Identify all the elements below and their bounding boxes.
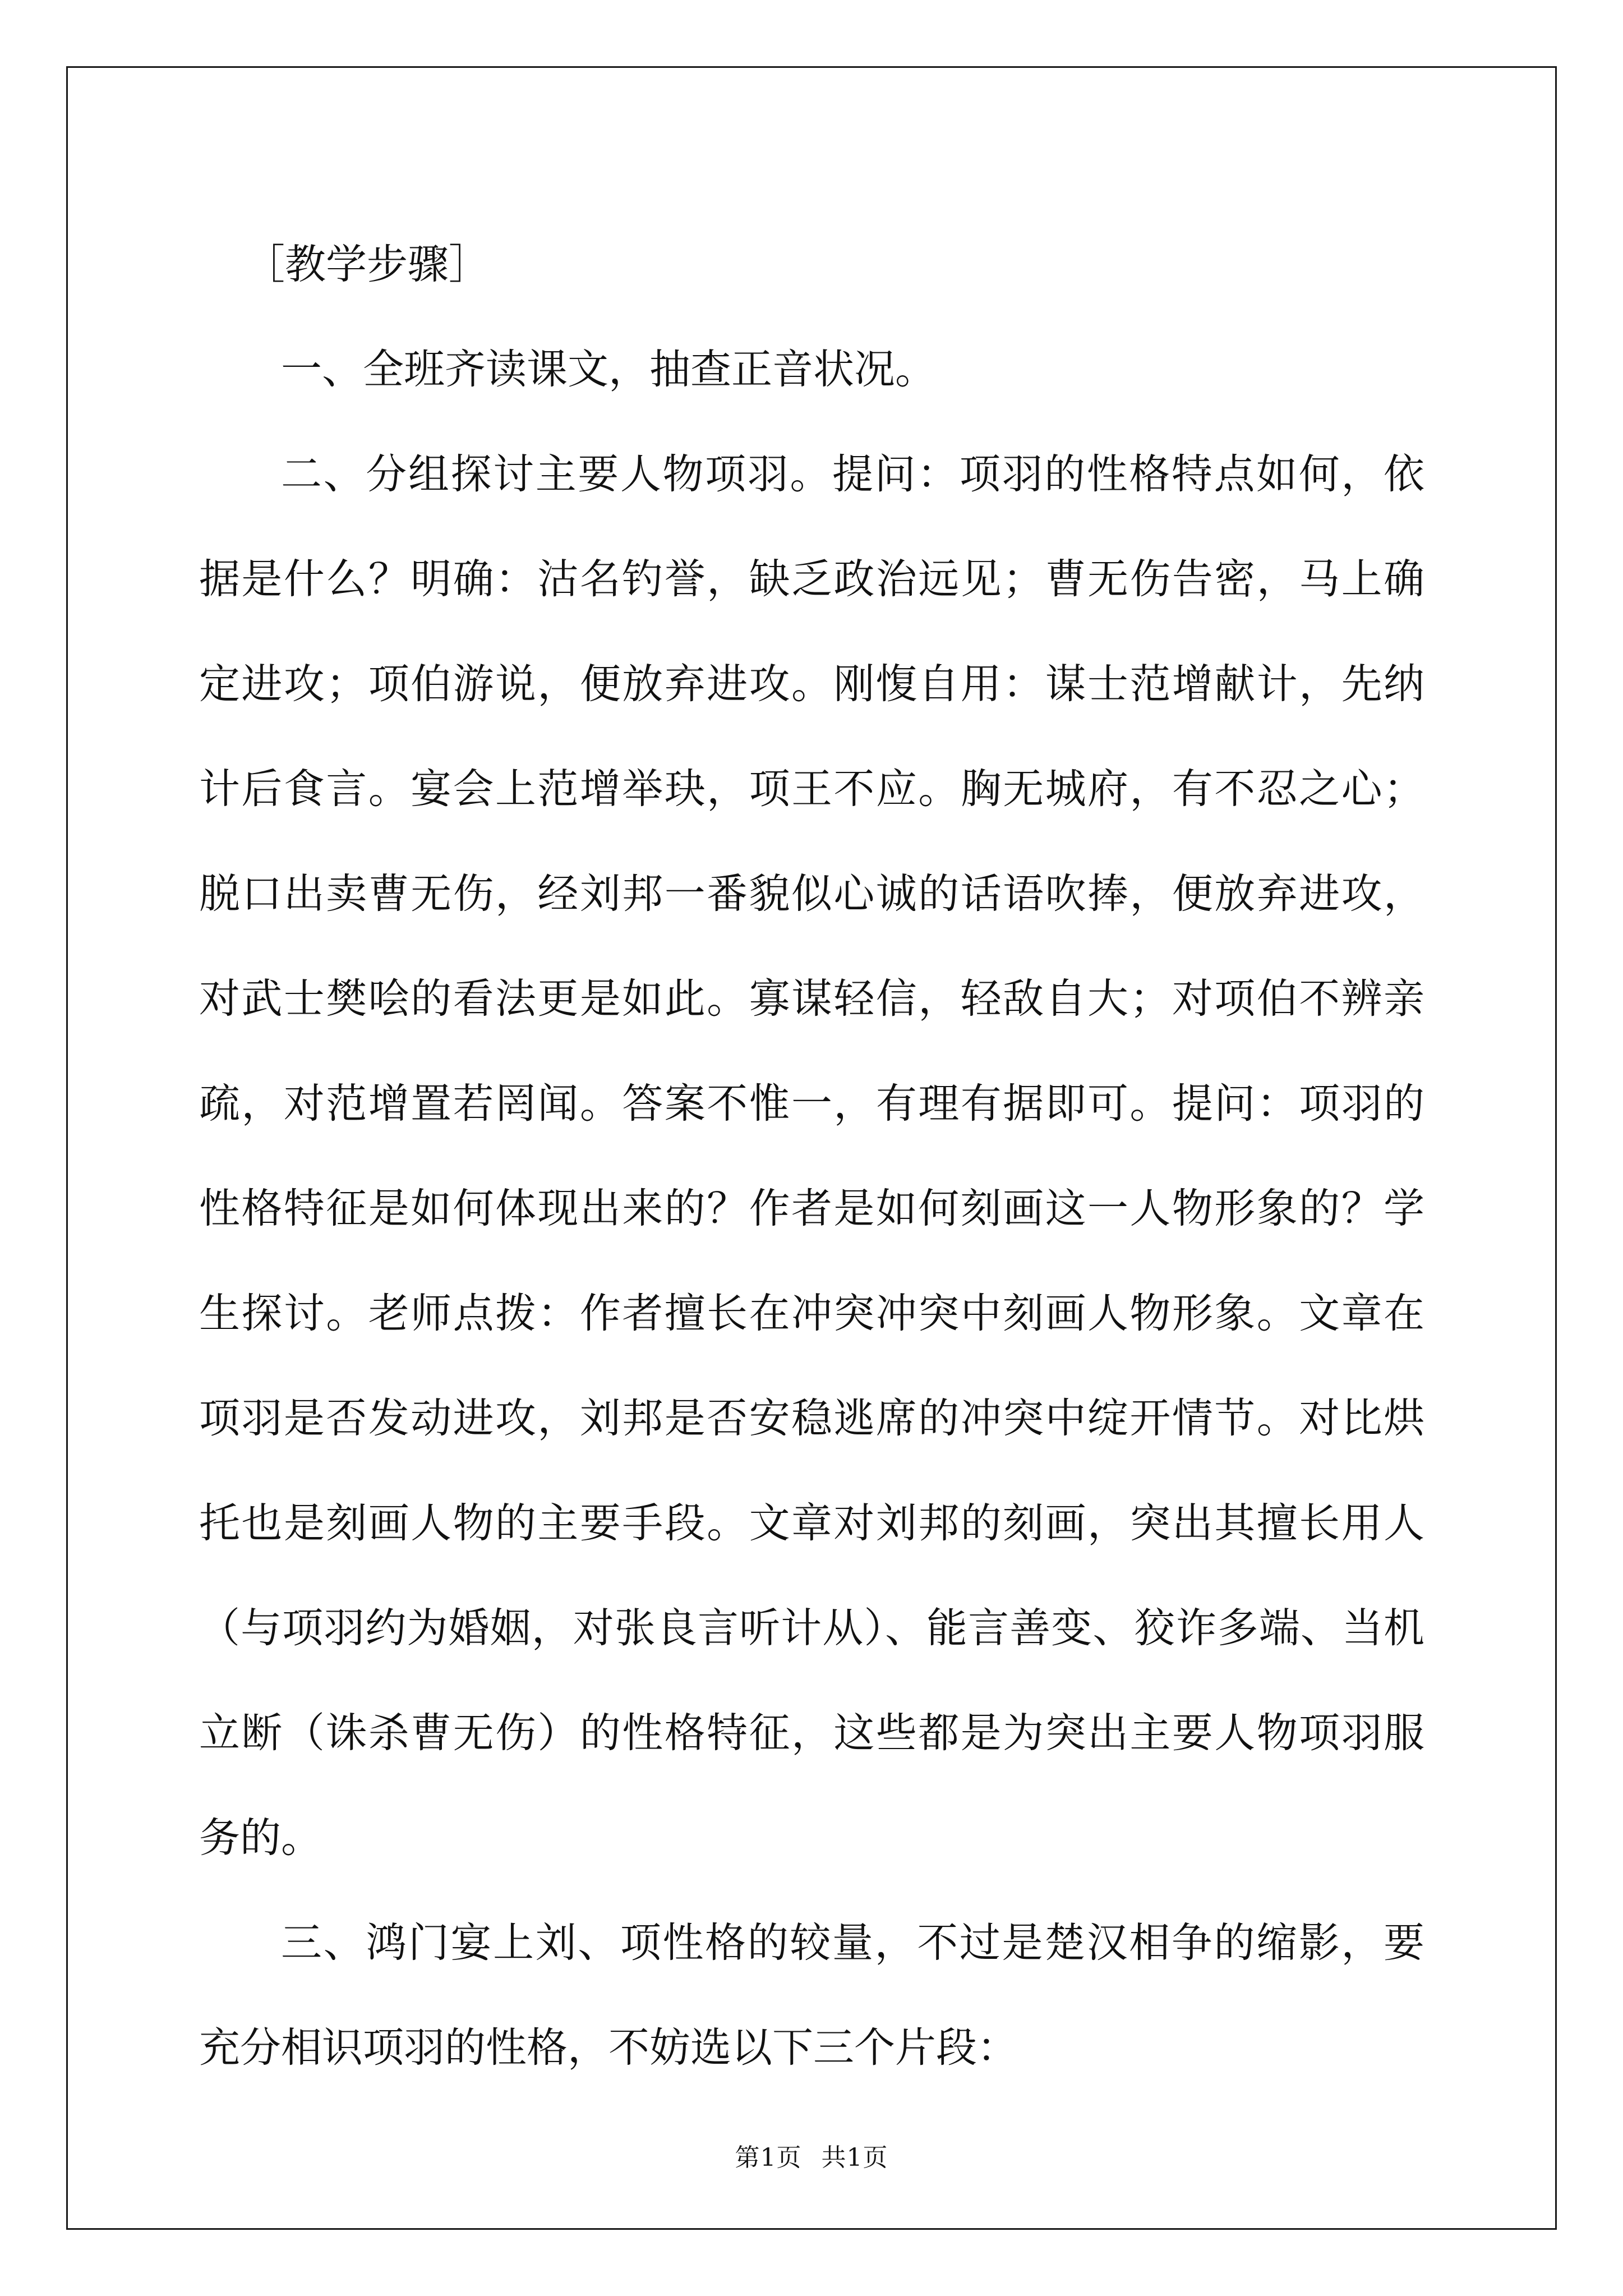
page-current: 第1页 [735,2143,802,2172]
paragraph-1: 一、全班齐读课文，抽查正音状况。 [281,346,936,393]
section-heading: ［教学步骤］ [244,241,490,288]
paragraph-2: 二、分组探讨主要人物项羽。提问：项羽的性格特点如何，依据是什么？明确：沽名钓誉，缺乏政治远见；曹无伤告密，马上确定进攻；项伯游说，便放弃进攻。刚愎自用：谋士范增献计，先纳计后食言。宴会上范增举玦，项王不应。胸无城府，有不忍之心；脱口出卖曹无伤，经刘邦一番貌似心诚的话语吹捧，便放弃进攻，对武士樊哙的看法更是如此。寡谋轻信，轻敌自大；对项伯不辨亲疏，对范增置若罔闻。答案不惟一，有理有据即可。提问：项羽的性格特征是如何体现出来的？作者是如何刻画这一人物形象的？学生探讨。老师点拨：作者擅长在冲突冲突中刻画人物形象。文章在项羽是否发动进攻，刘邦是否安稳逃席的冲突中绽开情节。对比烘托也是刻画人物的主要手段。文章对刘邦的刻画，突出其擅长用人（与项羽约为婚姻，对张良言听计从）、能言善变、狡诈多端、当机立断（诛杀曹无伤）的性格特征，这些都是为突出主要人物项羽服务的。 [199,450,1424,1862]
page-total: 共1页 [821,2143,888,2172]
document-body [199,212,1424,2100]
page-footer [0,2137,1623,2173]
paragraph-3: 三、鸿门宴上刘、项性格的较量，不过是楚汉相争的缩影，要充分相识项羽的性格，不妨选以下三个片段： [199,1919,1424,2072]
